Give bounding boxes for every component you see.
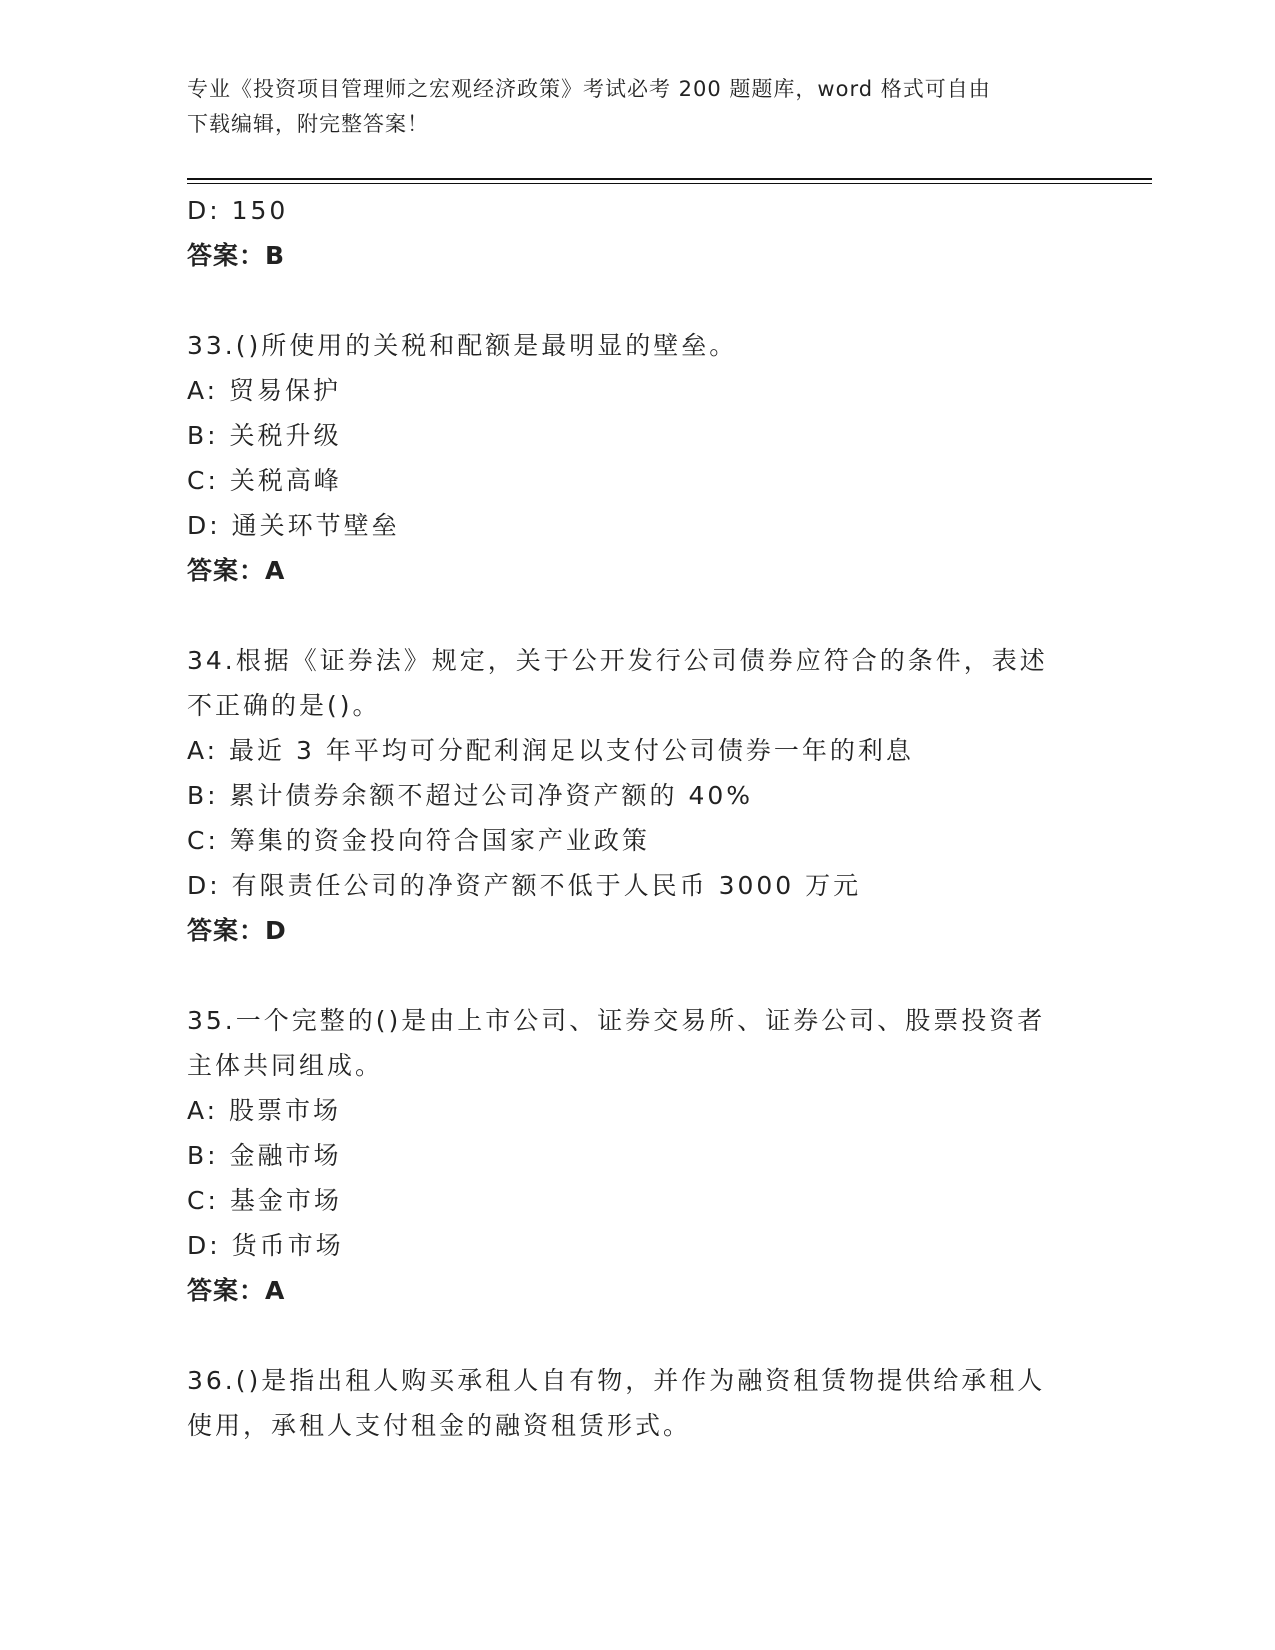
question-text-line-1: 36.()是指出租人购买承租人自有物，并作为融资租赁物提供给承租人 xyxy=(187,1366,1046,1395)
option-a: A: 贸易保护 xyxy=(187,376,342,405)
header-divider-thin xyxy=(187,183,1152,184)
option-c: C: 筹集的资金投向符合国家产业政策 xyxy=(187,826,650,855)
question-text: 33.()所使用的关税和配额是最明显的壁垒。 xyxy=(187,331,738,360)
header-divider-thick xyxy=(187,178,1152,180)
answer-line xyxy=(187,1268,1087,1313)
answer-label: 答案： xyxy=(187,1276,266,1305)
option-d: D: 货币市场 xyxy=(187,1231,344,1260)
answer-label: 答案： xyxy=(187,916,266,945)
answer-line xyxy=(187,233,1087,278)
question-text-line-1: 35.一个完整的()是由上市公司、证券交易所、证券公司、股票投资者 xyxy=(187,1006,1046,1035)
document-header xyxy=(187,72,1087,142)
answer-line xyxy=(187,548,1087,593)
question-text-line-1: 34.根据《证券法》规定，关于公开发行公司债券应符合的条件，表述 xyxy=(187,646,1048,675)
option-d: D: 通关环节壁垒 xyxy=(187,511,400,540)
option-d: D: 150 xyxy=(187,196,289,225)
previous-question-tail xyxy=(187,188,1087,278)
option-a: A: 股票市场 xyxy=(187,1096,342,1125)
question-text-line-2: 主体共同组成。 xyxy=(187,1051,384,1080)
answer-value: A xyxy=(265,556,286,585)
answer-label: 答案： xyxy=(187,556,266,585)
option-b: B: 金融市场 xyxy=(187,1141,342,1170)
option-d: D: 有限责任公司的净资产额不低于人民币 3000 万元 xyxy=(187,871,862,900)
question-list xyxy=(187,188,1087,1448)
question-36 xyxy=(187,1358,1087,1448)
option-a: A: 最近 3 年平均可分配利润足以支付公司债券一年的利息 xyxy=(187,736,914,765)
question-text-line-2: 不正确的是()。 xyxy=(187,691,381,720)
question-34 xyxy=(187,638,1087,953)
answer-value: B xyxy=(265,241,286,270)
answer-value: A xyxy=(265,1276,286,1305)
answer-label: 答案： xyxy=(187,241,266,270)
option-c: C: 基金市场 xyxy=(187,1186,342,1215)
option-c: C: 关税高峰 xyxy=(187,466,342,495)
answer-value: D xyxy=(265,916,287,945)
option-b: B: 关税升级 xyxy=(187,421,342,450)
question-text-line-2: 使用，承租人支付租金的融资租赁形式。 xyxy=(187,1411,692,1440)
option-b: B: 累计债券余额不超过公司净资产额的 40% xyxy=(187,781,754,810)
question-35 xyxy=(187,998,1087,1313)
answer-line xyxy=(187,908,1087,953)
header-line-2: 下载编辑，附完整答案！ xyxy=(187,112,429,136)
question-33 xyxy=(187,323,1087,593)
header-line-1: 专业《投资项目管理师之宏观经济政策》考试必考 200 题题库，word 格式可自由 xyxy=(187,77,991,101)
